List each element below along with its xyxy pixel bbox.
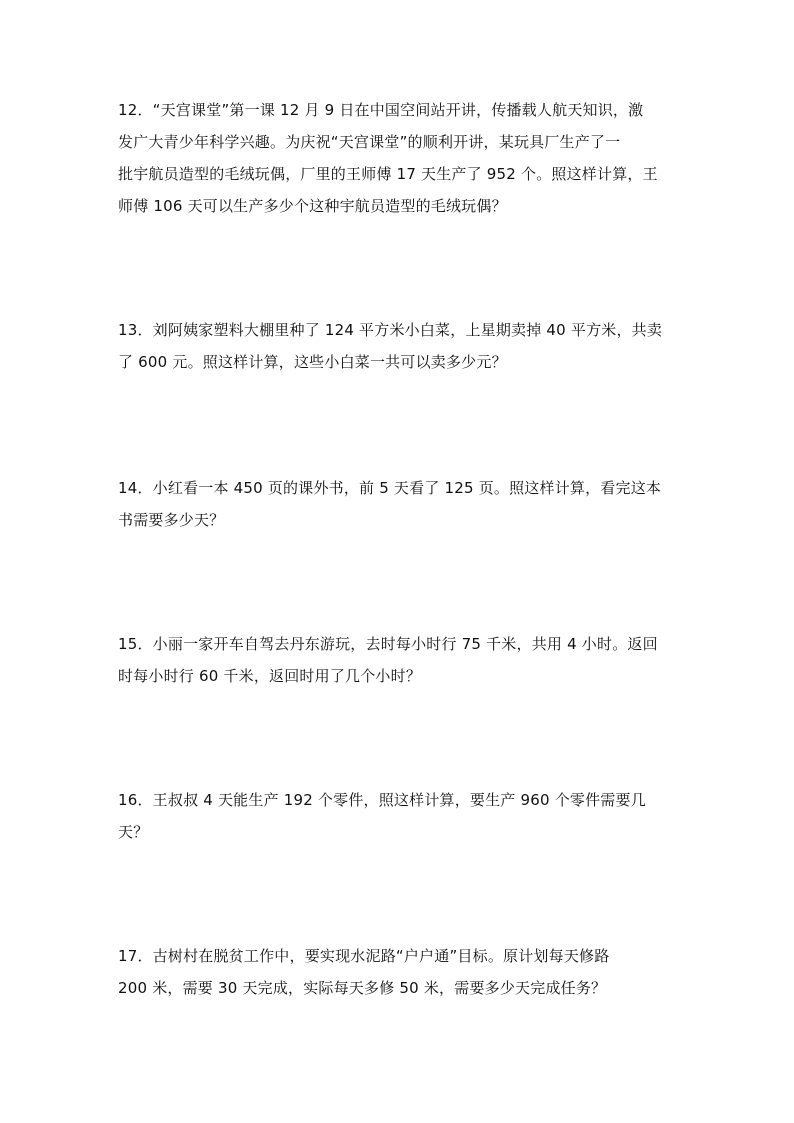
question-12-line-3: 批宇航员造型的毛绒玩偶，厂里的王师傅 17 天生产了 952 个。照这样计算，王 xyxy=(118,165,658,183)
question-15-line-1: 15．小丽一家开车自驾去丹东游玩，去时每小时行 75 千米，共用 4 小时。返回 xyxy=(118,635,658,653)
question-12-line-4: 师傅 106 天可以生产多少个这种宇航员造型的毛绒玩偶？ xyxy=(118,197,507,215)
question-12-line-2: 发广大青少年科学兴趣。为庆祝“天宫课堂”的顺利开讲，某玩具厂生产了一 xyxy=(118,133,621,151)
question-13-line-2: 了 600 元。照这样计算，这些小白菜一共可以卖多少元？ xyxy=(118,353,507,371)
question-13 xyxy=(118,314,678,378)
question-17 xyxy=(118,940,678,1004)
question-14-line-2: 书需要多少天？ xyxy=(118,511,225,529)
question-14 xyxy=(118,472,678,536)
question-12-line-1: 12．“天宫课堂”第一课 12 月 9 日在中国空间站开讲，传播载人航天知识，激 xyxy=(118,101,644,119)
question-14-line-1: 14．小红看一本 450 页的课外书，前 5 天看了 125 页。照这样计算，看完这本 xyxy=(118,479,662,497)
question-13-line-1: 13．刘阿姨家塑料大棚里种了 124 平方米小白菜，上星期卖掉 40 平方米，共卖 xyxy=(118,321,663,339)
question-15-line-2: 时每小时行 60 千米，返回时用了几个小时？ xyxy=(118,667,422,685)
question-16 xyxy=(118,784,678,848)
question-12 xyxy=(118,94,678,222)
question-17-line-2: 200 米，需要 30 天完成，实际每天多修 50 米，需要多少天完成任务？ xyxy=(118,979,607,997)
question-15 xyxy=(118,628,678,692)
question-16-line-1: 16．王叔叔 4 天能生产 192 个零件，照这样计算，要生产 960 个零件需要几 xyxy=(118,791,646,809)
question-17-line-1: 17．古树村在脱贫工作中，要实现水泥路“户户通”目标。原计划每天修路 xyxy=(118,947,610,965)
question-16-line-2: 天？ xyxy=(118,823,149,841)
